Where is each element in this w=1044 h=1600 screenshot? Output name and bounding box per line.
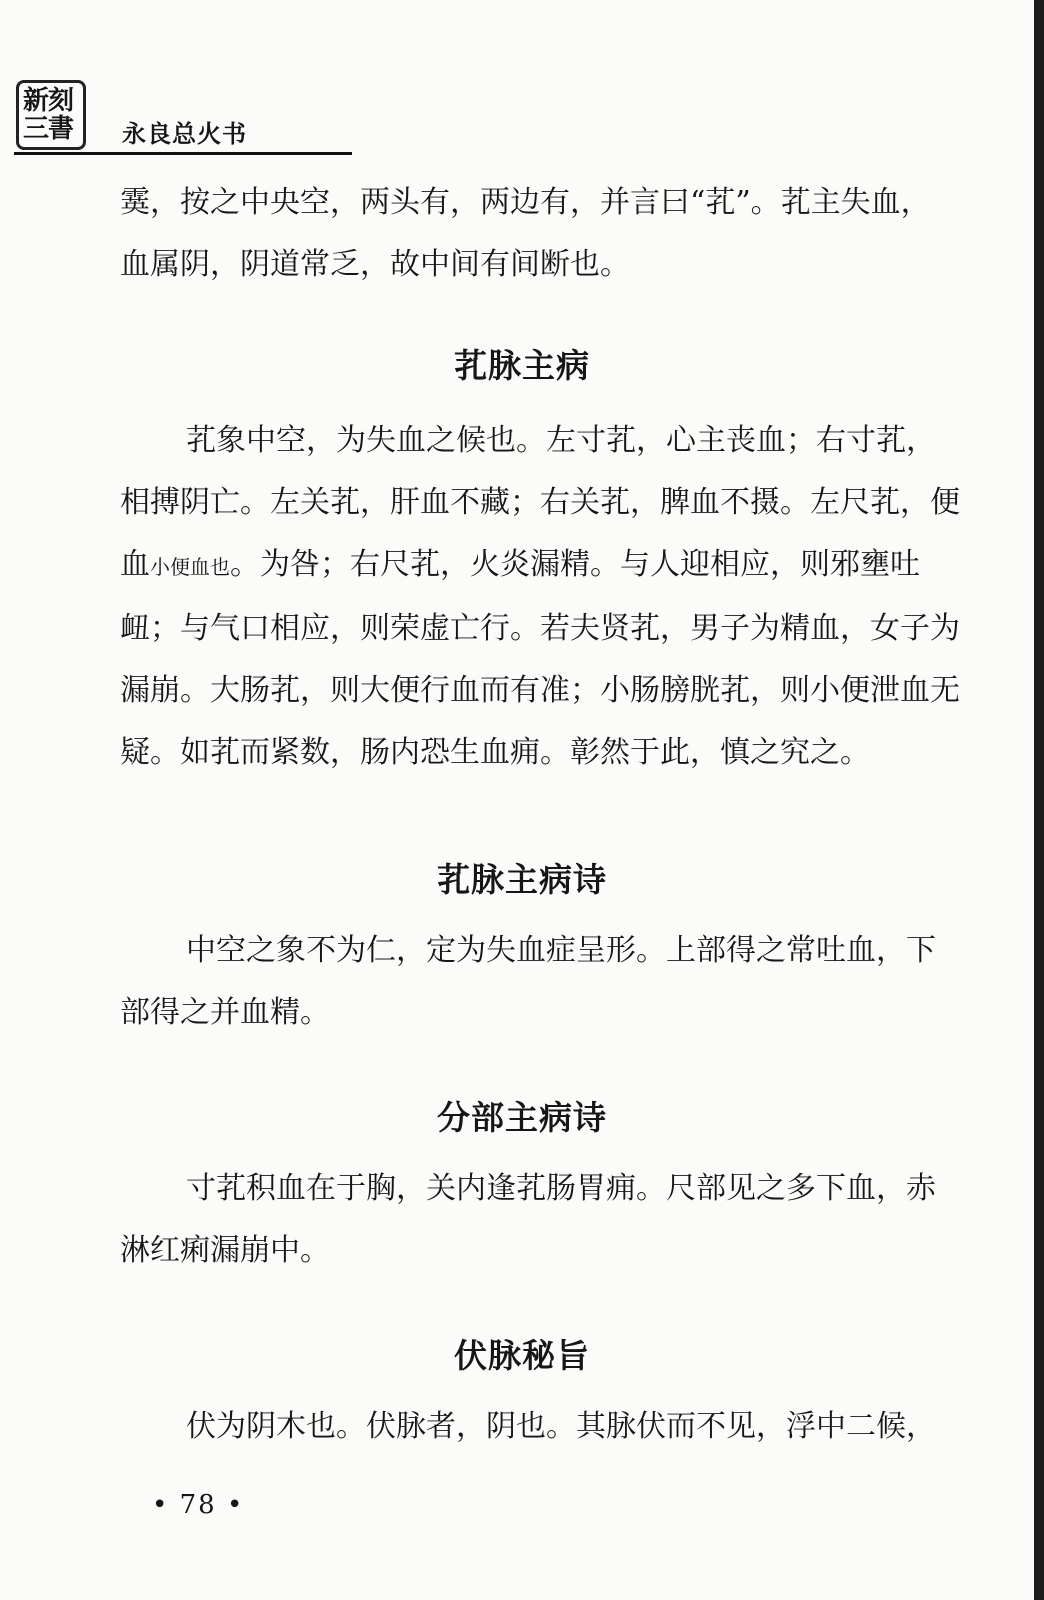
seal-logo-text: 新刻三書: [23, 86, 74, 144]
paragraph-text-a: 芤象中空，为失血之候也。左寸芤，心主丧血；右寸芤，相搏阴亡。左关芤，肝血不藏；右关芤，脾血不摄。左尺芤，便血: [120, 423, 960, 582]
section-title-kou-poem: 芤脉主病诗: [437, 860, 607, 899]
paragraph-region-poem: [120, 1158, 960, 1282]
running-header: [14, 80, 354, 160]
poem-text: 中空之象不为仁，定为失血症呈形。上部得之常吐血，下部得之并血精。: [120, 933, 936, 1030]
paragraph-text: 霙，按之中央空，两头有，两边有，并言曰“芤”。芤主失血，血属阴，阴道常乏，故中间有间断也。: [120, 185, 931, 282]
paragraph-text-b: 。为咎；右尺芤，火炎漏精。与人迎相应，则邪壅吐衄；与气口相应，则荣虚亡行。若夫贤芤，男子为精血，女子为漏崩。大肠芤，则大便行血而有准；小肠膀胱芤，则小便泄血无疑。如芤而紧数，肠内恐生血痈。彰然于此，慎之究之。: [120, 547, 960, 770]
seal-logo: [16, 80, 86, 150]
page-number: • 78 •: [152, 1490, 245, 1520]
section-title-region-poem: 分部主病诗: [437, 1098, 607, 1137]
inline-annotation: 小便血也: [150, 555, 230, 579]
paragraph-kou-poem: [120, 920, 960, 1044]
paragraph-kou-disease: [120, 410, 960, 784]
poem-text: 寸芤积血在于胸，关内逢芤肠胃痈。尺部见之多下血，赤淋红痢漏崩中。: [120, 1171, 936, 1268]
section-title-kou-disease: 芤脉主病: [454, 346, 590, 385]
paragraph-continuation: [120, 172, 960, 296]
header-rule: [14, 152, 352, 155]
series-title: 永良总火书: [122, 120, 247, 148]
paragraph-fu-pulse: [120, 1396, 960, 1458]
paragraph-text: 伏为阴木也。伏脉者，阴也。其脉伏而不见，浮中二候，: [186, 1409, 936, 1444]
section-title-fu-pulse: 伏脉秘旨: [454, 1336, 590, 1375]
